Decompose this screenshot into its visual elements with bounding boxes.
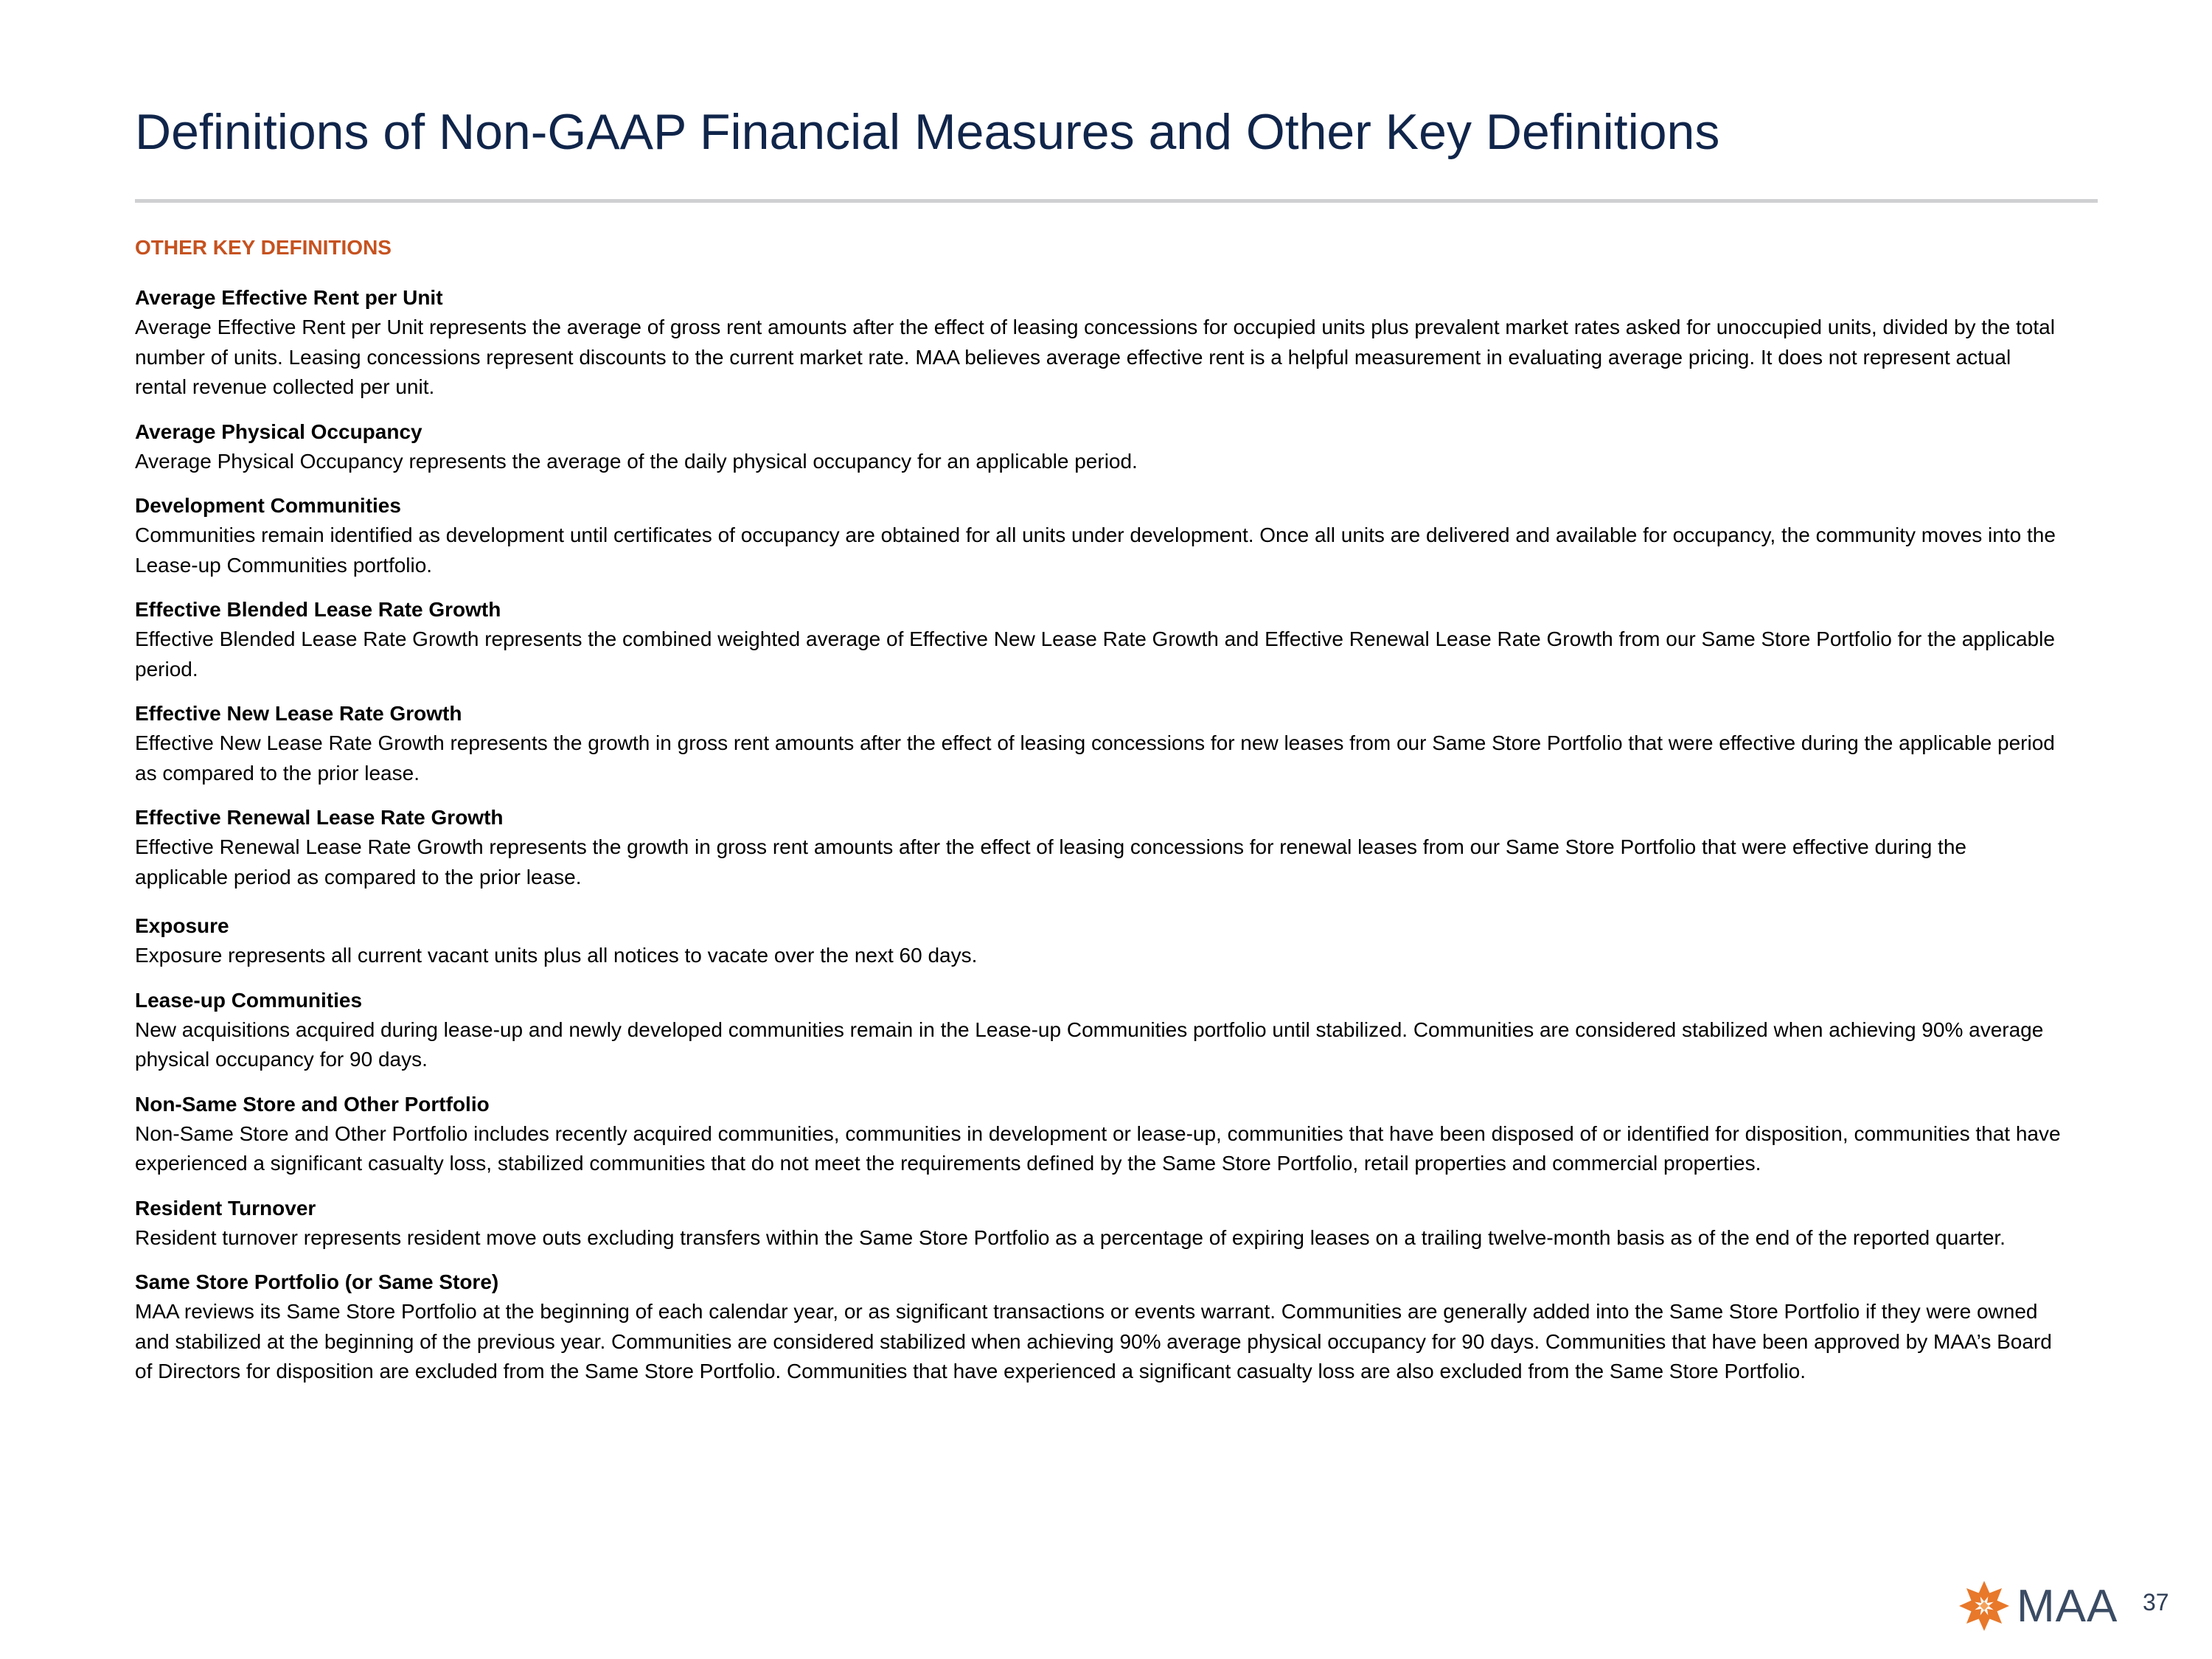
definition-text: Resident turnover represents resident move outs excluding transfers within the Same Store Portfolio as a percentage of expiring leases on a trailing twelve-month basis as of the end of the reported quarter.: [135, 1225, 2006, 1249]
definition-item: [135, 1267, 2061, 1387]
definition-term: Exposure: [135, 914, 229, 937]
definition-text: Communities remain identified as development until certificates of occupancy are obtained for all units under development. Once all units are delivered and available for occupancy, the community moves into the Lease-up Communities portfolio.: [135, 524, 2056, 577]
definition-item: [135, 1194, 2061, 1253]
definition-item: [135, 986, 2061, 1075]
definition-text: MAA reviews its Same Store Portfolio at the beginning of each calendar year, or as significant transactions or events warrant. Communities are generally added into the Same Store Portfolio if they were owned and stabilized at the beginning of the previous year. Communities are considered stabilized when achieving 90% average physical occupancy for 90 days. Communities that have been approved by MAA’s Board of Directors for disposition are excluded from the Same Store Portfolio. Communities that have experienced a significant casualty loss are also excluded from the Same Store Portfolio.: [135, 1300, 2052, 1382]
title-divider: [135, 199, 2098, 203]
definition-text: Effective New Lease Rate Growth represents the growth in gross rent amounts after the effect of leasing concessions for new leases from our Same Store Portfolio that were effective during the applicable period as compared to the prior lease.: [135, 731, 2055, 785]
definition-term: Lease-up Communities: [135, 988, 363, 1012]
definitions-content: [135, 234, 2061, 1402]
definition-text: Average Physical Occupancy represents the average of the daily physical occupancy for an applicable period.: [135, 449, 1138, 473]
definition-item: [135, 911, 2061, 971]
definition-item: [135, 491, 2061, 580]
definition-term: Resident Turnover: [135, 1196, 316, 1220]
definition-text: Effective Renewal Lease Rate Growth represents the growth in gross rent amounts after the effect of leasing concessions for renewal leases from our Same Store Portfolio that were effective during the applicable period as compared to the prior lease.: [135, 835, 1966, 888]
definition-item: [135, 699, 2061, 788]
definition-term: Same Store Portfolio (or Same Store): [135, 1270, 499, 1293]
definition-term: Effective Blended Lease Rate Growth: [135, 598, 501, 621]
definition-item: [135, 803, 2061, 892]
definition-text: Effective Blended Lease Rate Growth represents the combined weighted average of Effective New Lease Rate Growth and Effective Renewal Lease Rate Growth from our Same Store Portfolio for the applicable period.: [135, 627, 2055, 681]
definition-text: Exposure represents all current vacant units plus all notices to vacate over the next 60 days.: [135, 944, 978, 967]
definition-item: [135, 1090, 2061, 1179]
definition-text: Average Effective Rent per Unit represents the average of gross rent amounts after the effect of leasing concessions for occupied units plus prevalent market rates asked for unoccupied units, divided by the total number of units. Leasing concessions represent discounts to the current market rate. MAA believes average effective rent is a helpful measurement in evaluating average pricing. It does not represent actual rental revenue collected per unit.: [135, 316, 2055, 398]
maa-star-logo-icon: [1958, 1579, 2011, 1632]
definition-item: [135, 417, 2061, 477]
logo-text: MAA: [2017, 1580, 2118, 1632]
page-title: Definitions of Non-GAAP Financial Measures and Other Key Definitions: [135, 104, 1720, 160]
maa-logo: [1958, 1576, 2118, 1635]
definition-text: New acquisitions acquired during lease-up and newly developed communities remain in the Lease-up Communities portfolio until stabilized. Communities are considered stabilized when achieving 90% average physical occupancy for 90 days.: [135, 1018, 2044, 1071]
definition-term: Average Physical Occupancy: [135, 420, 422, 443]
definition-item: [135, 283, 2061, 403]
definition-term: Average Effective Rent per Unit: [135, 286, 443, 309]
section-label: OTHER KEY DEFINITIONS: [135, 236, 392, 259]
definition-text: Non-Same Store and Other Portfolio includes recently acquired communities, communities in development or lease-up, communities that have been disposed of or identified for disposition, communities that have experienced a significant casualty loss, stabilized communities that do not meet the requirements defined by the Same Store Portfolio, retail properties and commercial properties.: [135, 1121, 2061, 1175]
page-number: 37: [2143, 1589, 2169, 1615]
definition-term: Effective New Lease Rate Growth: [135, 702, 462, 725]
definition-term: Effective Renewal Lease Rate Growth: [135, 806, 504, 829]
definition-term: Non-Same Store and Other Portfolio: [135, 1092, 490, 1116]
definition-item: [135, 595, 2061, 684]
definition-term: Development Communities: [135, 494, 401, 517]
